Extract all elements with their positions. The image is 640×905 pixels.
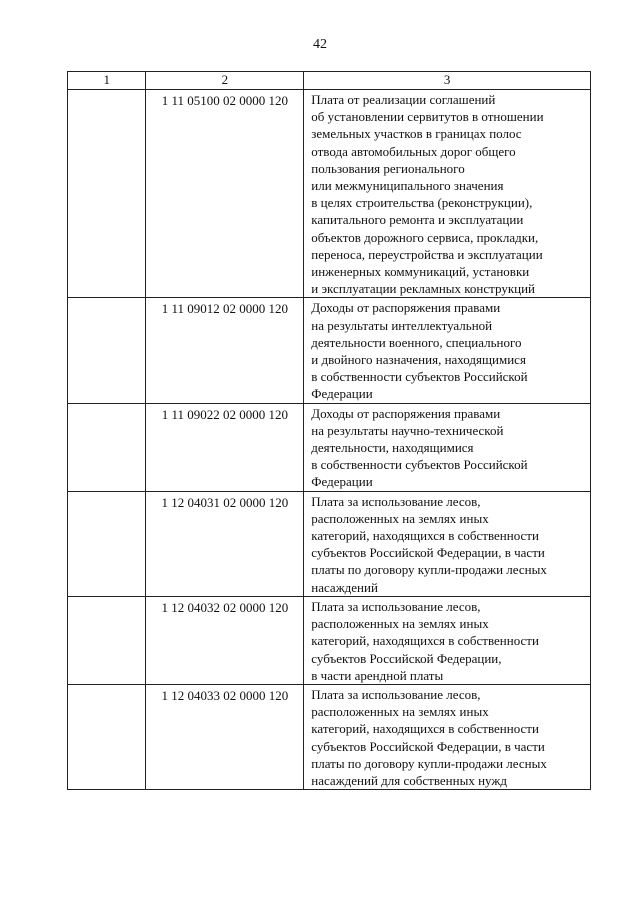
description-line: Плата за использование лесов, (311, 598, 481, 614)
description-line: Плата за использование лесов, (311, 493, 481, 509)
description-line: и двойного назначения, находящимися (311, 352, 526, 368)
table-row (68, 403, 591, 491)
page-number: 42 (313, 37, 327, 52)
description-line: на результаты научно-технической (311, 422, 504, 438)
description-line: Федерации (311, 474, 373, 490)
description-line: земельных участков в границах полос (311, 126, 522, 142)
description-line: субъектов Российской Федерации, (311, 650, 502, 666)
income-description (304, 684, 591, 789)
description-line: пользования регионального (311, 160, 465, 176)
income-description (304, 596, 591, 684)
description-line: объектов дорожного сервиса, прокладки, (311, 229, 539, 245)
income-description (304, 491, 591, 596)
description-line: деятельности, находящимися (311, 440, 474, 456)
table-row (68, 90, 591, 298)
classification-code: 1 11 05100 02 0000 120 (146, 90, 304, 298)
description-line: в целях строительства (реконструкции), (311, 195, 533, 211)
description-line: насаждений (311, 579, 378, 595)
description-line: расположенных на землях иных (311, 510, 489, 526)
description-line: платы по договору купли-продажи лесных (311, 562, 547, 578)
description-line: Федерации (311, 386, 373, 402)
description-line: Плата за использование лесов, (311, 686, 481, 702)
description-line: Доходы от распоряжения правами (311, 300, 501, 316)
description-line: в части арендной платы (311, 667, 444, 683)
description-line: субъектов Российской Федерации, в части (311, 545, 545, 561)
description-line: капитального ремонта и эксплуатации (311, 212, 524, 228)
description-line: переноса, переустройства и эксплуатации (311, 246, 543, 262)
table-row (68, 596, 591, 684)
classification-code: 1 12 04032 02 0000 120 (146, 596, 304, 684)
description-line: или межмуниципального значения (311, 178, 504, 194)
empty-cell (68, 403, 146, 491)
description-line: расположенных на землях иных (311, 616, 489, 632)
income-description (304, 298, 591, 403)
description-line: категорий, находящихся в собственности (311, 633, 539, 649)
empty-cell (68, 298, 146, 403)
table-row (68, 684, 591, 789)
income-description (304, 90, 591, 298)
description-line: Доходы от распоряжения правами (311, 405, 501, 421)
empty-cell (68, 90, 146, 298)
description-line: субъектов Российской Федерации, в части (311, 738, 545, 754)
description-line: инженерных коммуникаций, установки (311, 264, 530, 280)
classification-code: 1 12 04031 02 0000 120 (146, 491, 304, 596)
empty-cell (68, 684, 146, 789)
description-line: и эксплуатации рекламных конструкций (311, 281, 536, 297)
classification-code: 1 12 04033 02 0000 120 (146, 684, 304, 789)
table-body (68, 90, 591, 790)
description-line: в собственности субъектов Российской (311, 457, 528, 473)
description-line: в собственности субъектов Российской (311, 369, 528, 385)
description-line: об установлении сервитутов в отношении (311, 109, 544, 125)
classification-code: 1 11 09012 02 0000 120 (146, 298, 304, 403)
empty-cell (68, 596, 146, 684)
table-row (68, 491, 591, 596)
description-line: категорий, находящихся в собственности (311, 528, 539, 544)
table-row (68, 298, 591, 403)
description-line: на результаты интеллектуальной (311, 317, 493, 333)
income-codes-table (67, 71, 591, 790)
column-header-1: 1 (68, 72, 146, 90)
description-line: категорий, находящихся в собственности (311, 721, 539, 737)
table-header-row (68, 72, 591, 90)
description-line: деятельности военного, специального (311, 334, 522, 350)
description-line: расположенных на землях иных (311, 704, 489, 720)
column-header-2: 2 (146, 72, 304, 90)
description-line: Плата от реализации соглашений (311, 92, 496, 107)
empty-cell (68, 491, 146, 596)
column-header-3: 3 (304, 72, 591, 90)
description-line: насаждений для собственных нужд (311, 772, 507, 788)
description-line: отвода автомобильных дорог общего (311, 143, 516, 159)
classification-code: 1 11 09022 02 0000 120 (146, 403, 304, 491)
income-description (304, 403, 591, 491)
description-line: платы по договору купли-продажи лесных (311, 755, 547, 771)
